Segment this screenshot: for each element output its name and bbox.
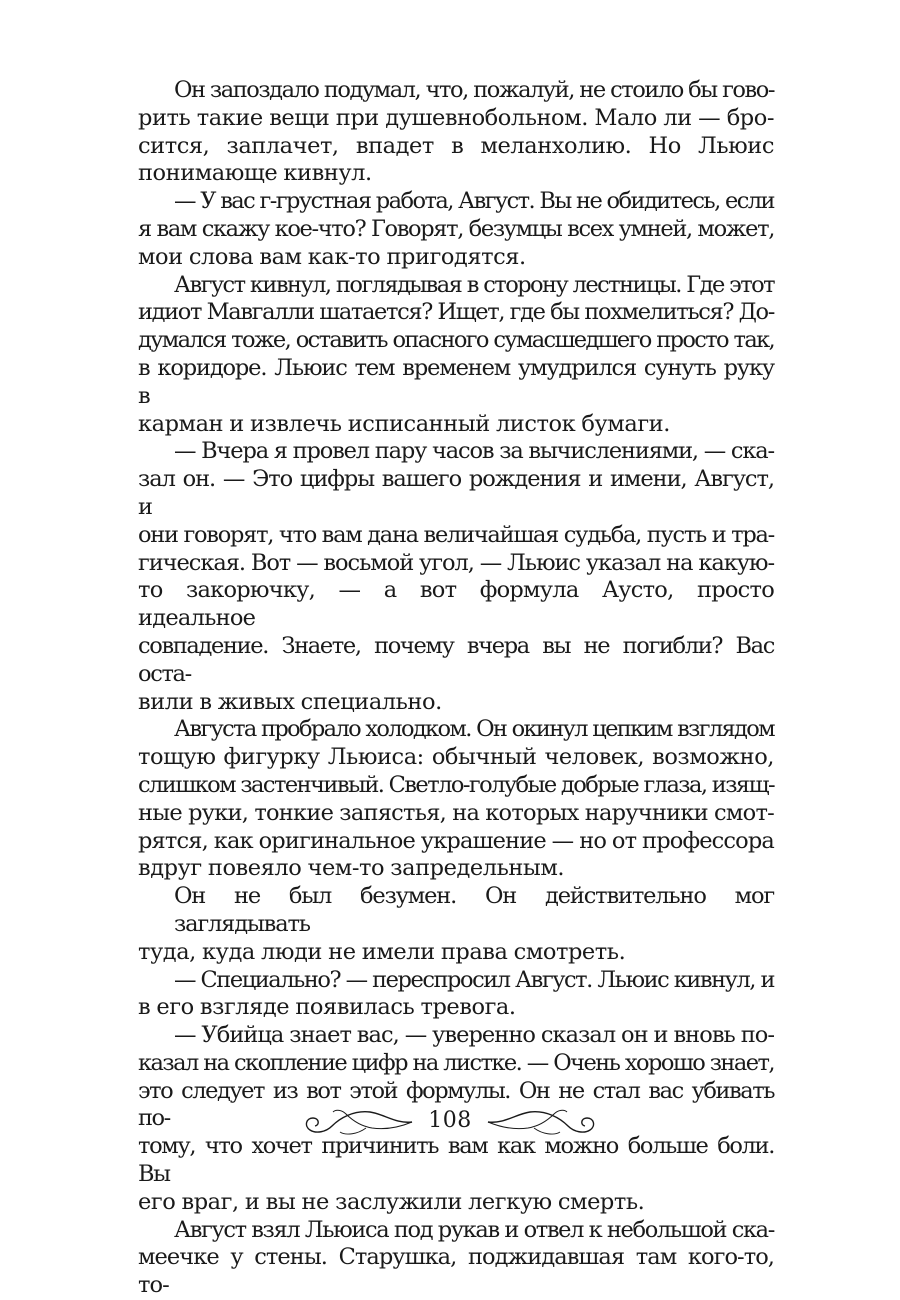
- text-line: сится, заплачет, впадет в меланхолию. Но Льюис: [138, 132, 774, 159]
- text-line: — Убийца знает вас, — уверенно сказал он и вновь по-: [174, 1022, 774, 1049]
- text-line: совпадение. Знаете, почему вчера вы не погибли? Вас оста-: [138, 632, 774, 687]
- text-line: понимающе кивнул.: [138, 160, 372, 187]
- left-flourish-ornament: [296, 1100, 414, 1140]
- text-line: слишком застенчивый. Светло-голубые добрые глаза, изящ-: [138, 771, 774, 798]
- text-line: туда, куда люди не имели права смотреть.: [138, 938, 626, 965]
- text-line: в его взгляде появилась тревога.: [138, 994, 516, 1021]
- text-line: тощую фигурку Льюиса: обычный человек, возможно,: [138, 744, 774, 771]
- text-line: его враг, и вы не заслужили легкую смерть.: [138, 1188, 645, 1215]
- text-line: Августа пробрало холодком. Он окинул цепким взглядом: [174, 716, 774, 743]
- text-line: идиот Мавгалли шатается? Ищет, где бы похмелиться? До-: [138, 299, 774, 326]
- text-line: мои слова вам как-то пригодятся.: [138, 243, 526, 270]
- page-footer: [0, 1098, 900, 1142]
- text-line: Он не был безумен. Он действительно мог заглядывать: [174, 883, 774, 937]
- text-line: в коридоре. Льюис тем временем умудрился сунуть руку в: [138, 354, 774, 409]
- text-line: рить такие вещи при душевнобольном. Мало ли — бро-: [138, 104, 774, 131]
- text-line: казал на скопление цифр на листке. — Очень хорошо знает,: [138, 1049, 774, 1076]
- text-line: Август взял Льюиса под рукав и отвел к небольшой ска-: [174, 1216, 774, 1243]
- text-line: тому, что хочет причинить вам как можно больше боли. Вы: [138, 1133, 774, 1188]
- text-line: это следует из вот этой формулы. Он не стал вас убивать по-: [138, 1077, 774, 1132]
- page-number: 108: [428, 1107, 472, 1133]
- text-line: они говорят, что вам дана величайшая судьба, пусть и тра-: [138, 521, 774, 548]
- text-line: — У вас г-грустная работа, Август. Вы не обидитесь, если: [174, 188, 774, 215]
- text-line: Он запоздало подумал, что, пожалуй, не стоило бы гово-: [174, 77, 774, 103]
- text-line: вили в живых специально.: [138, 688, 442, 715]
- text-line: ные руки, тонкие запястья, на которых наручники смот-: [138, 799, 774, 826]
- right-flourish-ornament: [486, 1100, 604, 1140]
- text-line: вдруг повеяло чем-то запредельным.: [138, 855, 565, 882]
- text-line: гическая. Вот — восьмой угол, — Льюис указал на какую-: [138, 549, 774, 576]
- text-line: то закорючку, — а вот формула Аусто, просто идеальное: [138, 577, 774, 632]
- text-line: рятся, как оригинальное украшение — но от профессора: [138, 827, 774, 854]
- text-line: — Вчера я провел пару часов за вычислениями, — ска-: [174, 438, 774, 465]
- text-line: я вам скажу кое-что? Говорят, безумцы всех умней, может,: [138, 215, 774, 242]
- text-line: меечке у стены. Старушка, поджидавшая там кого-то, то-: [138, 1244, 774, 1299]
- text-line: карман и извлечь исписанный листок бумаги.: [138, 410, 670, 437]
- text-line: думался тоже, оставить опасного сумасшедшего просто так,: [138, 327, 774, 354]
- text-line: — Специально? — переспросил Август. Льюис кивнул, и: [174, 966, 774, 993]
- text-line: зал он. — Это цифры вашего рождения и имени, Август, и: [138, 466, 774, 520]
- text-line: Август кивнул, поглядывая в сторону лестницы. Где этот: [174, 271, 774, 298]
